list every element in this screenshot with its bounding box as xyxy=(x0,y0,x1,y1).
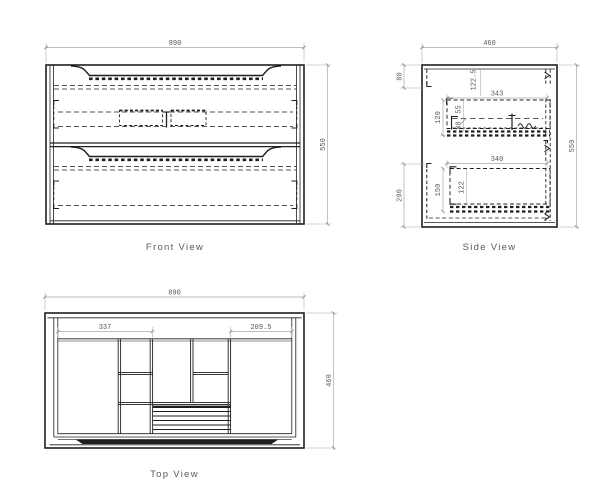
top-compartment-dividers xyxy=(118,339,230,434)
front-drawer-2-hidden-box xyxy=(54,181,297,209)
side-dim-upper-offset-label: 122.5 xyxy=(470,69,479,91)
side-view-title: Side View xyxy=(462,242,517,253)
top-dim-right-section xyxy=(231,324,292,338)
side-dim-upper-height xyxy=(435,100,446,136)
drawer-handle-recess xyxy=(71,147,281,157)
front-view-geometry xyxy=(46,65,304,224)
front-dim-height-label: 550 xyxy=(320,138,328,151)
side-dim-upper-depth-label: 343 xyxy=(490,90,504,99)
side-dim-bottom-section xyxy=(397,164,426,227)
front-drawer-1-hidden-box xyxy=(54,101,297,129)
top-view xyxy=(45,290,337,481)
front-dim-width xyxy=(46,40,304,63)
front-view-title: Front View xyxy=(145,242,205,253)
side-dim-upper-depth xyxy=(447,91,547,100)
front-drawer-1-slide-detail xyxy=(120,111,207,128)
top-dim-left-section-label: 337 xyxy=(98,324,112,332)
side-dim-upper-height-label: 120 xyxy=(435,111,443,124)
side-dim-lower-inner-label: 122 xyxy=(458,181,467,194)
side-dim-lower-inner xyxy=(459,169,467,208)
front-drawer-divider xyxy=(50,143,300,147)
front-drawer-1 xyxy=(54,66,297,128)
side-dim-width xyxy=(422,40,557,63)
side-dim-width-label: 460 xyxy=(483,40,496,48)
front-view xyxy=(46,40,331,253)
top-dim-width-label: 890 xyxy=(168,289,181,298)
top-front-rail xyxy=(50,439,301,445)
side-dim-top-gap xyxy=(397,65,426,88)
side-view xyxy=(397,40,581,253)
top-view-geometry xyxy=(45,313,304,448)
side-dim-top-gap-label: 80 xyxy=(396,72,405,81)
side-view-geometry xyxy=(422,65,557,227)
front-drawer-2 xyxy=(54,147,297,209)
side-dim-height xyxy=(559,65,580,227)
front-dim-height xyxy=(306,65,331,224)
side-lower-drawer-hidden xyxy=(429,167,550,218)
top-walls xyxy=(54,318,296,437)
top-dim-width xyxy=(45,290,304,311)
drawer-handle-recess xyxy=(71,66,281,76)
side-dim-lower-depth-label: 340 xyxy=(490,156,504,164)
side-dim-lower-height-label: 150 xyxy=(435,183,443,197)
top-dim-depth xyxy=(306,313,337,448)
side-dim-lower-depth xyxy=(447,156,547,168)
front-dim-width-label: 890 xyxy=(168,40,182,48)
side-dim-bottom-section-label: 200 xyxy=(396,189,405,202)
top-dim-depth-label: 460 xyxy=(326,374,334,387)
side-dim-height-label: 550 xyxy=(569,139,577,153)
side-dim-runner-label: 38 xyxy=(455,121,464,130)
top-view-title: Top View xyxy=(150,469,199,480)
side-right-wall-hidden-lines xyxy=(544,70,551,222)
top-dim-left-section xyxy=(58,324,153,338)
side-dim-lower-height xyxy=(435,169,443,212)
top-dim-right-section-label: 209.5 xyxy=(250,324,272,332)
side-dim-runner xyxy=(456,100,467,132)
side-left-wall-hidden-lines xyxy=(427,70,432,221)
side-dim-runner-top-label: 55 xyxy=(455,105,464,114)
side-dim-upper-offset xyxy=(471,68,481,96)
top-slatted-section xyxy=(153,407,231,430)
